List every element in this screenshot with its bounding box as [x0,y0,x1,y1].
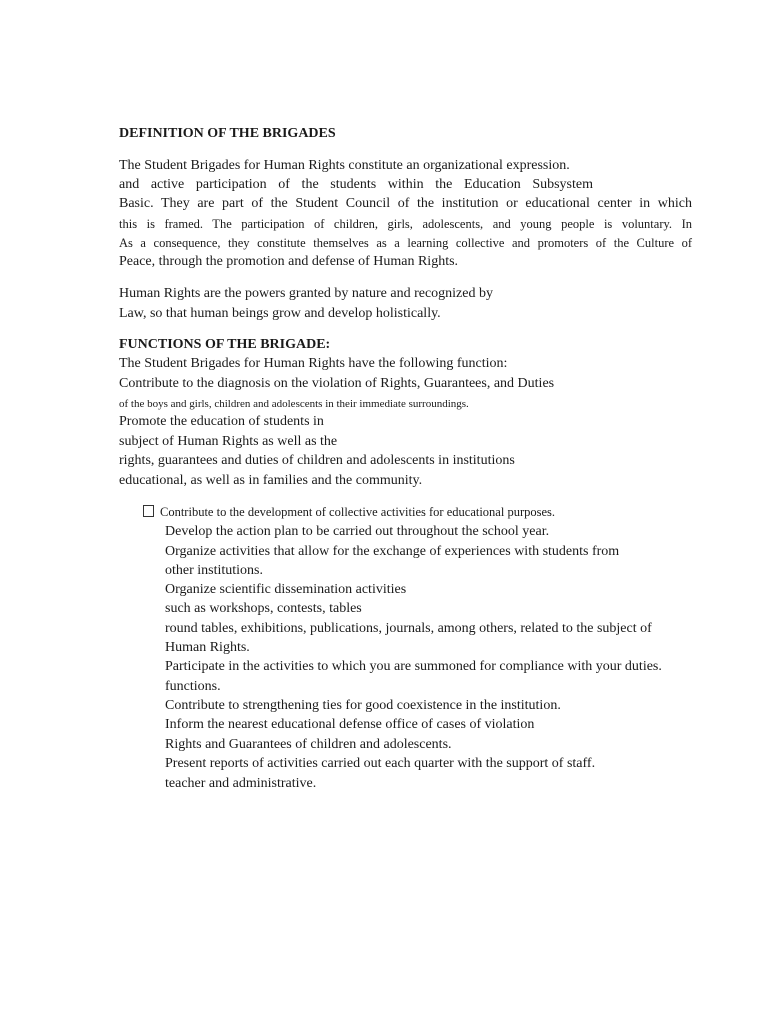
sub-line: such as workshops, contests, tables [165,601,362,616]
definition-line: Basic. They are part of the Student Council of the institution or educational center in which [119,196,692,211]
definition-line: Peace, through the promotion and defense of Human Rights. [119,254,459,269]
sub-line: Participate in the activities to which you are summoned for compliance with your duties. [165,659,662,674]
functions-line: The Student Brigades for Human Rights have the following function: [119,356,508,371]
sub-line: Human Rights. [165,640,250,655]
sub-line: Organize scientific dissemination activities [165,582,407,597]
definition-heading: DEFINITION OF THE BRIGADES [119,126,336,141]
sub-line: Develop the action plan to be carried out throughout the school year. [165,524,550,539]
bullet-text: Contribute to the development of collective activities for educational purposes. [160,505,556,519]
functions-line: of the boys and girls, children and adolescents in their immediate surroundings. [119,398,469,410]
functions-line: rights, guarantees and duties of children and adolescents in institutions [119,453,515,468]
functions-line: Promote the education of students in [119,414,324,429]
sub-line: Rights and Guarantees of children and adolescents. [165,737,452,752]
sub-line: functions. [165,679,221,694]
sub-line: teacher and administrative. [165,776,317,791]
sub-line: Contribute to strengthening ties for good coexistence in the institution. [165,698,561,713]
sub-line: Organize activities that allow for the exchange of experiences with students from [165,544,620,559]
functions-line: subject of Human Rights as well as the [119,434,338,449]
sub-line: Present reports of activities carried out each quarter with the support of staff. [165,756,596,771]
sub-line: other institutions. [165,563,263,578]
functions-heading: FUNCTIONS OF THE BRIGADE: [119,337,331,352]
bullet-item [143,503,555,521]
sub-line: round tables, exhibitions, publications, journals, among others, related to the subject of [165,621,652,636]
rights-line: Law, so that human beings grow and develop holistically. [119,306,441,321]
definition-line: The Student Brigades for Human Rights constitute an organizational expression. [119,158,570,173]
functions-line: Contribute to the diagnosis on the violation of Rights, Guarantees, and Duties [119,376,555,391]
checkbox-bullet-icon [143,505,154,517]
definition-line: As a consequence, they constitute themselves as a learning collective and promoters of the Culture of [119,236,692,250]
rights-line: Human Rights are the powers granted by nature and recognized by [119,286,493,301]
definition-line: and active participation of the students within the Education Subsystem [119,177,593,192]
definition-line: this is framed. The participation of children, girls, adolescents, and young people is voluntary. In [119,217,692,231]
sub-line: Inform the nearest educational defense office of cases of violation [165,717,535,732]
functions-line: educational, as well as in families and the community. [119,473,423,488]
